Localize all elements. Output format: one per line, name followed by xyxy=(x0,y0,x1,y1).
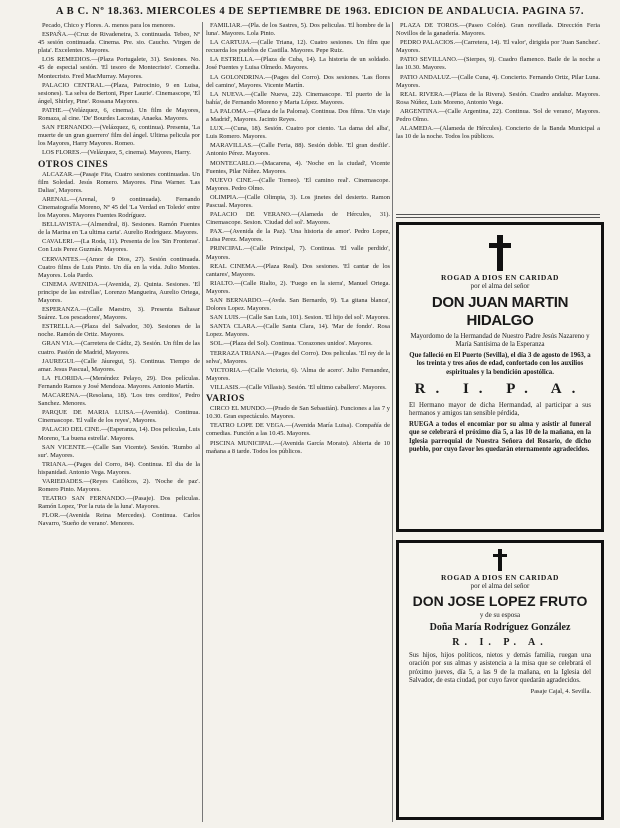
obit-text: El Hermano mayor de dicha Hermandad, al participar a sus hermanos y amigos tan sensible pérdida, xyxy=(409,402,591,418)
obit-death-info: Que falleció en El Puerto (Sevilla), el día 3 de agosto de 1963, a los treinta y tres años de edad, confortado con los auxilios espirituales y la bendición apostólica. xyxy=(409,351,591,376)
column-3 xyxy=(396,22,600,232)
listing-paragraph: LA NUEVA.—(Calle Nueva, 22). Cinemascope. 'El puerto de la bahía', de Fernando Moreno y Marta López. Mayores. xyxy=(206,90,390,106)
listing-paragraph: ALAMEDA.—(Alameda de Hércules). Concierto de la Banda Municipal a las 10 de la noche. Todos los públicos. xyxy=(396,125,600,141)
listing-paragraph: FLOR.—(Avenida Reina Mercedes). Continua. Carlos Navarro, 'Sueño de verano'. Menores. xyxy=(38,512,200,528)
listing-paragraph: SOL.—(Plaza del Sol). Continua. 'Corazones unidos'. Mayores. xyxy=(210,340,373,348)
column-divider xyxy=(392,22,393,822)
listing-paragraph: PALACIO CENTRAL.—(Plaza, Patrocinio, 9 en Luisa, sesiones). 'La selva de Bertoni, Piper Laurie'. Cinemascope, 'El ángel, Shirley, Pine'. Rossana Mayores. xyxy=(38,81,200,105)
listing-paragraph: CERVANTES.—(Amor de Dios, 27). Sesión continuada. Cuatro films de Luis Pinto. Un día en la vida. Julio Montes. Mayores. Lola Pardo. xyxy=(38,255,200,279)
section-title-varios: VARIOS xyxy=(206,394,245,405)
listing-paragraph: ESTRELLA.—(Plaza del Salvador, 30). Sesiones de la noche. Ramón de Ortiz. Mayores. xyxy=(38,323,200,339)
obit-deceased-name: DON JUAN MARTIN HIDALGO xyxy=(431,294,569,329)
listing-paragraph: MACARENA.—(Resolana, 18). 'Los tres cerditos', Pedro Sanchez. Menores. xyxy=(38,392,200,408)
obit-rip: R. I. P. A. xyxy=(414,381,586,398)
listing-paragraph: SAN VICENTE.—(Calle San Vicente). Sesión. 'Rumbo al sur'. Mayores. xyxy=(38,443,200,459)
horizontal-rule xyxy=(396,214,600,215)
obit-y-de-su-esposa: y de su esposa xyxy=(479,611,521,619)
listing-paragraph: SAN FERNANDO.—(Velázquez, 6, continua). Presenta, 'La muerte de un gran guerrero' film del ángel. Ultima pelicula por los Mayores, Harry Mayores. Romeo. xyxy=(38,124,200,148)
listing-paragraph: REAL CINEMA.—(Plaza Real). Dos sesiones. 'El cantar de los cantares', Mayores. xyxy=(206,262,390,278)
column-1 xyxy=(38,22,200,822)
listing-paragraph: LA PALOMA.—(Plaza de la Paloma). Continua. Dos films. 'Un viaje a Madrid', Mayores. Jacinto Reyes. xyxy=(206,107,390,124)
obit-description: Mayordomo de la Hermandad de Nuestro Padre Jesús Nazareno y María Santísima de la Esperanza xyxy=(410,333,590,349)
listing-paragraph: LUX.—(Cuna, 18). Sesión. Cuatro por ciento. 'La dama del alba', Luis Romero. Mayores. xyxy=(206,125,390,141)
listing-paragraph: ARENAL.—(Arenal, 9 continuada). Fernando Cinematografía Moreno, Nº 45 del 'La Verdad en Toledo' entre los Mayores. Mayores Fuentes Rodríguez. xyxy=(38,195,200,220)
listing-paragraph: MONTECARLO.—(Macarena, 4). 'Noche en la ciudad', Vicente Fuentes, Pilar Núñez. Mayores. xyxy=(206,159,390,175)
listing-paragraph: PALACIO DEL CINE.—(Esperanza, 14). Dos peliculas, Luis Moreno, 'La buena estrella'. Mayores. xyxy=(38,426,200,442)
obituary-notice-2 xyxy=(396,540,604,820)
listing-paragraph: CIRCO EL MUNDO.—(Prado de San Sebastián). Funciones a las 7 y 10.30. Gran espectáculo. Mayores. xyxy=(206,405,390,421)
col3-paragraphs xyxy=(396,22,600,141)
listing-paragraph: PATIO SEVILLANO.—(Sierpes, 9). Cuadro flamenco. Baile de la noche a las 10.30. Mayores. xyxy=(396,56,600,72)
listing-paragraph: ESPERANZA.—(Calle Maestro, 3). Presenta Baltasar Suárez. 'Los pescadores', Mayores. xyxy=(38,306,200,322)
listing-paragraph: FAMILIAR.—(Pla. de los Sastres, 5). Dos peliculas. 'El hombre de la luna'. Mayores. Lola Pinto. xyxy=(206,22,390,38)
listing-paragraph: PEDRO PALACIOS.—(Carretera, 14). 'El valor', dirigida por 'Juan Sanchez'. Mayores. xyxy=(396,39,600,55)
listing-paragraph: PARQUE DE MARIA LUISA.—(Avenida). Continua. Cinemascope. 'El valle de los reyes', Mayores. xyxy=(38,409,200,425)
col1-paragraphs xyxy=(38,22,200,158)
listing-paragraph: OLIMPIA.—(Calle Olimpia, 3). Los jinetes del desierto. Ramon Pascual. Mayores. xyxy=(206,193,390,209)
obit-footer: Pasaje Cajal, 4. Sevilla. xyxy=(530,687,591,695)
obit-spouse-name: Doña María Rodríguez González xyxy=(429,622,571,633)
listing-paragraph: ALCAZAR.—(Pasaje Fita, Cuatro sesiones continuadas. Un film Soledad. Jesús Romero. Mayores. Fina Warner. 'Las Dalias', Mayores. xyxy=(38,170,200,194)
listing-paragraph: PRINCIPAL.—(Calle Principal, 7). Continua. 'El valle perdido', Mayores. xyxy=(206,245,390,261)
listing-paragraph: TERRAZA TRIANA.—(Pages del Corro). Dos peliculas. 'El rey de la selva', Mayores. xyxy=(206,349,390,365)
listing-paragraph: TEATRO LOPE DE VEGA.—(Avenida María Luisa). Compañía de comedias. Función a las 10.45. Mayores. xyxy=(206,422,390,438)
cross-icon xyxy=(493,549,507,571)
listing-paragraph: ESPAÑA.—(Cruz de Rivadeneira, 3. continuada. Tebeo, Nº 45 sesión continuada. Cinema. Pre. sio. Caucho. 'Virgen de plata'. Excelentes. Mayores. xyxy=(38,31,200,55)
listing-paragraph: PISCINA MUNICIPAL.—(Avenida García Morato). Abierta de 10 mañana a 8 tarde. Todos los públicos. xyxy=(206,439,390,455)
obit-por-el-alma: por el alma del señor xyxy=(470,582,530,590)
listing-paragraph: MARAVILLAS.—(Calle Feria, 88). Sesión doble. 'El gran desfile'. Antonio Pérez. Mayores. xyxy=(206,142,390,158)
listing-paragraph: REAL RIVERA.—(Plaza de la Rivera). Sesión. Cuadro andaluz. Mayores. Rosa Núñez, Luis Moreno, Antonio Vega. xyxy=(396,90,600,106)
listing-paragraph: PATHE.—(Velázquez, 6, cinema). Un film de Mayores, Romaza, al cine. 'De' Bourdes Lacostas, Anaeka. Mayores. xyxy=(38,106,200,123)
section-title-otros-cines: OTROS CINES xyxy=(38,159,109,170)
col2-paragraphs xyxy=(206,22,390,392)
listing-paragraph: PAX.—(Avenida de la Paz). 'Una historia de amor'. Pedro Lopez, Luisa Perez. Mayores. xyxy=(206,228,390,244)
listing-paragraph: SAN BERNARDO.—(Avda. San Bernardo, 9). 'La gitana blanca', Dolores Lopez. Mayores. xyxy=(206,297,390,313)
listing-paragraph: Pecado, Chico y Flores. A. menos para los menores. xyxy=(42,22,176,29)
listing-paragraph: GRAN VIA.—(Carretera de Cádiz, 2). Sesión. Un film de las cuatro. Pasión de Madrid, Mayores. xyxy=(38,340,200,356)
obit-por-el-alma: por el alma del señor xyxy=(470,282,530,290)
listing-paragraph: LOS FLORES.—(Velázquez, 5, cinema). Mayores, Harry. xyxy=(42,149,191,157)
obit-rip: R. I. P. A. xyxy=(452,637,548,648)
listing-paragraph: RIALTO.—(Calle Rialto, 2). 'Fuego en la sierra', Manuel Ortega. Mayores. xyxy=(206,279,390,295)
column-divider xyxy=(202,22,203,822)
listing-paragraph: CAVALERI.—(La Roda, 11). Presenta de los 'Sin Fronteras'. Con Luis Perez Guzmán. Mayores. xyxy=(38,238,200,254)
listing-paragraph: JAUREGUI.—(Calle Jáuregui, 5). Continua. Tiempo de amar. Jesus Pascual, Mayores. xyxy=(38,357,200,373)
cross-icon xyxy=(489,235,511,271)
listing-paragraph: LOS REMEDIOS.—(Plaza Portugalete, 31). Sesiones. No. 45 de especial sesión. 'El tesoro de Montecristo'. Comedia. Montecristo. Fred MacMurray. Mayores. xyxy=(38,56,200,80)
listing-paragraph: VARIEDADES.—(Reyes Católicos, 2). 'Noche de paz'. Romero Pinto. Mayores. xyxy=(38,477,200,494)
listing-paragraph: BELLAVISTA.—(Almendral, 8). Sesiones. Ramón Fuentes de la Marina en 'La ultima carta'. Aurelio Rodriguez. Mayores. xyxy=(38,221,200,237)
obit-text: Sus hijos, hijos políticos, nietos y demás familia, ruegan una oración por sus almas y asistencia a la misa que se celebrará el próximo jueves, día 5, a las 9 de la mañana, en la Iglesia del Salvador, de esta ciudad, por cuyo favor quedarán agradecidos. xyxy=(409,652,591,685)
col2-paragraphs-2 xyxy=(206,405,390,456)
listing-paragraph: CINEMA AVENIDA.—(Avenida, 2). Quinta. Sesiones. 'El principe de las estrellas', Lorenzo Mangueira, Aurelio Ortega, Mayores. xyxy=(38,280,200,304)
listing-paragraph: VILLASIS.—(Calle Villasis). Sesión. 'El ultimo caballero'. Mayores. xyxy=(210,383,387,391)
obit-rogad: ROGAD A DIOS EN CARIDAD xyxy=(441,573,559,582)
obit-deceased-name: DON JOSE LOPEZ FRUTO xyxy=(412,593,588,609)
listing-paragraph: PALACIO DE VERANO.—(Alameda de Hércules, 31). Cinemascope. Sesion. 'Ciudad del sol'. Mayores. xyxy=(206,211,390,227)
obit-rogad: ROGAD A DIOS EN CARIDAD xyxy=(441,273,559,282)
listing-paragraph: PLAZA DE TOROS.—(Paseo Colón). Gran novillada. Dirección Feria Novillos de la ganadería. Mayores. xyxy=(396,22,600,38)
col1-paragraphs-2 xyxy=(38,171,200,529)
listing-paragraph: VICTORIA.—(Calle Victoria, 6). 'Alma de acero'. Julio Fernandez, Mayores. xyxy=(206,366,390,382)
listing-paragraph: TRIANA.—(Pages del Corro, 84). Continua. El dia de la hispanidad. Antonio Vega. Mayores. xyxy=(38,460,200,476)
listing-paragraph: LA CARTUJA.—(Calle Triana, 12). Cuatro sesiones. Un film que recuerda los pueblos de Castilla. Mayores. Pepe Ruiz. xyxy=(206,39,390,55)
listing-paragraph: TEATRO SAN FERNANDO.—(Pasaje). Dos peliculas. Ramón Lopez, 'Por la ruta de la luna'. Mayores. xyxy=(38,495,200,511)
listing-paragraph: LA GOLONDRINA.—(Pages del Corro). Dos sesiones. 'Las flores del camino', Mayores. Vicente Martín. xyxy=(206,73,390,89)
listing-paragraph: PATIO ANDALUZ.—(Calle Cuna, 4). Concierto. Fernando Ortiz, Pilar Luna. Mayores. xyxy=(396,73,600,89)
listing-paragraph: LA ESTRELLA.—(Plaza de Cuba, 14). La historia de un soldado. José Fuentes y Luisa Olmedo. Mayores. xyxy=(206,56,390,72)
listing-paragraph: SAN LUIS.—(Calle San Luis, 101). Sesion. 'El hijo del sol'. Mayores. xyxy=(210,314,390,322)
obit-request: RUEGA a todos el encomiar por su alma y asistir al funeral que se celebrará el próximo día 5, a las 10 de la mañana, en la Iglesia parroquial de Nuestra Señora del Rosario, de dicho pueblo, por cuyo favor les quedarán eternamente agradecidos. xyxy=(409,420,591,454)
horizontal-rule xyxy=(396,217,600,218)
column-2 xyxy=(206,22,390,822)
listing-paragraph: SANTA CLARA.—(Calle Santa Clara, 14). 'Mar de fondo'. Rosa Lopez. Mayores. xyxy=(206,323,390,339)
listing-paragraph: NUEVO CINE.—(Calle Torneo). 'El camino real'. Cinemascope. Mayores. Pedro Olmo. xyxy=(206,176,390,192)
page-header: A B C. Nº 18.363. MIERCOLES 4 DE SEPTIEMBRE DE 1963. EDICION DE ANDALUCIA. PAGINA 57. xyxy=(55,6,585,17)
obituary-notice-1 xyxy=(396,222,604,532)
listing-paragraph: ARGENTINA.—(Calle Argentina, 22). Continua. 'Sol de verano', Mayores. Pedro Olmo. xyxy=(396,107,600,124)
listing-paragraph: LA FLORIDA.—(Menéndez Pelayo, 29). Dos películas. Fernando Ramos y José Mendoza. Mayores. Antonio Martín. xyxy=(38,374,200,390)
